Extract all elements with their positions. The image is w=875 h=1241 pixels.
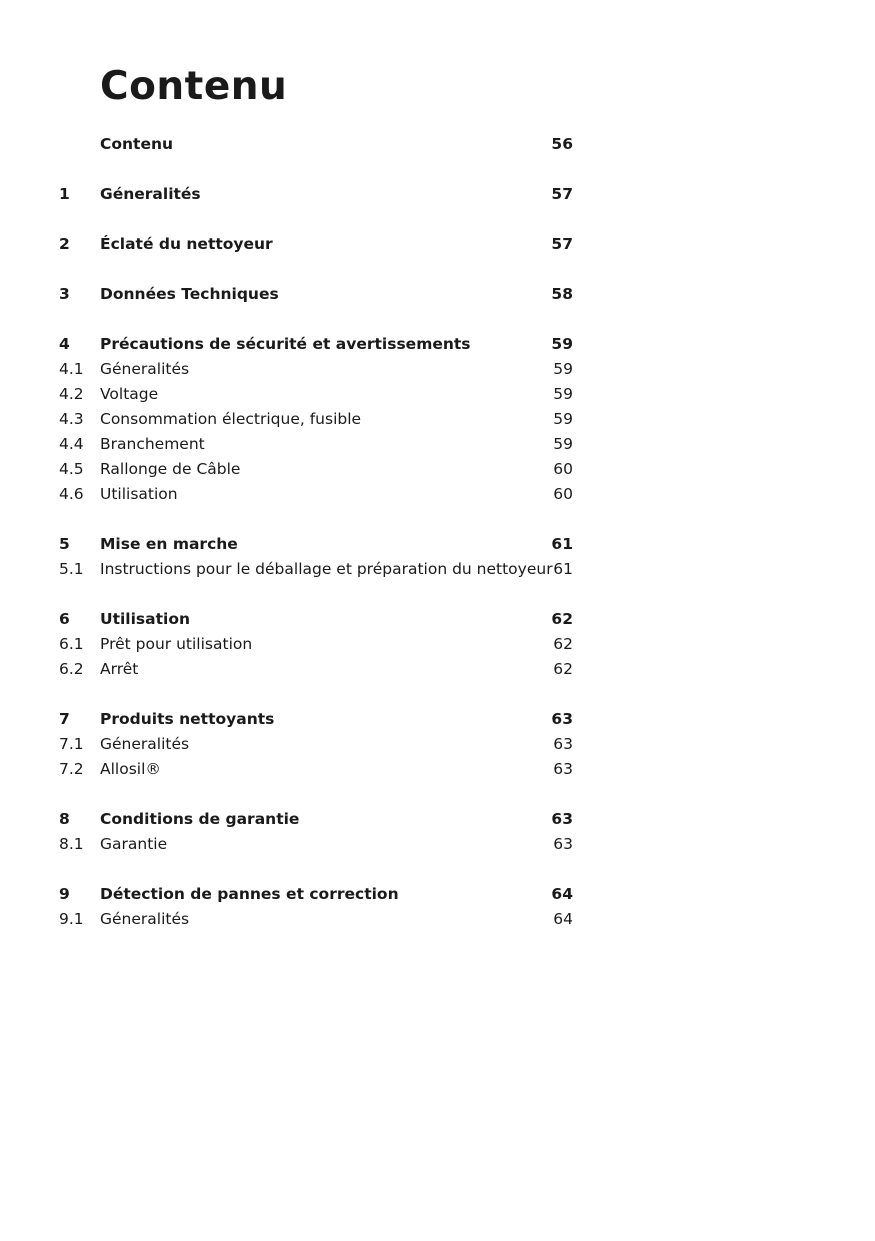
toc-entry-page-number: 63 bbox=[553, 760, 573, 778]
toc-entry-number: 9.1 bbox=[59, 910, 84, 928]
toc-entry[interactable] bbox=[0, 432, 875, 457]
toc-chapter[interactable] bbox=[0, 532, 875, 557]
toc-chapter-page-number: 63 bbox=[551, 710, 573, 728]
toc-entry-page-number: 59 bbox=[553, 385, 573, 403]
toc-entry-page-number: 63 bbox=[553, 735, 573, 753]
toc-entry-number: 7.2 bbox=[59, 760, 84, 778]
toc-entry-label: Branchement bbox=[100, 435, 205, 453]
toc-chapter[interactable] bbox=[0, 807, 875, 832]
toc-spacer bbox=[0, 682, 875, 707]
toc-spacer bbox=[0, 207, 875, 232]
toc-entry-number: 5.1 bbox=[59, 560, 84, 578]
toc-chapter-page-number: 63 bbox=[551, 810, 573, 828]
toc-entry[interactable] bbox=[0, 382, 875, 407]
toc-entry-number: 4.5 bbox=[59, 460, 84, 478]
toc-entry-page-number: 62 bbox=[553, 635, 573, 653]
toc-entry-number: 6.2 bbox=[59, 660, 84, 678]
toc-chapter-page-number: 62 bbox=[551, 610, 573, 628]
toc-entry-page-number: 63 bbox=[553, 835, 573, 853]
toc-entry[interactable] bbox=[0, 632, 875, 657]
toc-entry[interactable] bbox=[0, 482, 875, 507]
toc-chapter-page-number: 59 bbox=[551, 335, 573, 353]
toc-chapter[interactable] bbox=[0, 707, 875, 732]
toc-chapter-page-number: 57 bbox=[551, 185, 573, 203]
toc-entry[interactable] bbox=[0, 657, 875, 682]
toc-chapter[interactable] bbox=[0, 282, 875, 307]
toc-chapter-label: Mise en marche bbox=[100, 535, 238, 553]
toc-entry-label: Utilisation bbox=[100, 485, 178, 503]
toc-chapter-number: 5 bbox=[59, 535, 70, 553]
toc-chapter-page-number: 58 bbox=[551, 285, 573, 303]
toc-entry-number: 4.3 bbox=[59, 410, 84, 428]
toc-chapter-page-number: 64 bbox=[551, 885, 573, 903]
toc-entry[interactable] bbox=[0, 557, 875, 582]
toc-entry-label: Géneralités bbox=[100, 360, 190, 378]
toc-chapter-label: Produits nettoyants bbox=[100, 710, 275, 728]
toc-chapter-label: Données Techniques bbox=[100, 285, 279, 303]
toc-entry[interactable] bbox=[0, 457, 875, 482]
toc-chapter-number: 8 bbox=[59, 810, 70, 828]
toc-spacer bbox=[0, 307, 875, 332]
toc-entry-page-number: 62 bbox=[553, 660, 573, 678]
toc-entry-label: Géneralités bbox=[100, 735, 190, 753]
toc-entry-label: Rallonge de Câble bbox=[100, 460, 241, 478]
toc-entry[interactable] bbox=[0, 407, 875, 432]
toc-entry-page-number: 64 bbox=[553, 910, 573, 928]
toc-chapter-number: 6 bbox=[59, 610, 70, 628]
toc-spacer bbox=[0, 257, 875, 282]
toc-entry[interactable] bbox=[0, 907, 875, 932]
toc-entry-page-number: 60 bbox=[553, 485, 573, 503]
toc-spacer bbox=[0, 157, 875, 182]
toc-entry[interactable] bbox=[0, 832, 875, 857]
toc-chapter-label: Précautions de sécurité et avertissements bbox=[100, 335, 471, 353]
toc-chapter-number: 2 bbox=[59, 235, 70, 253]
toc-entry-label: Garantie bbox=[100, 835, 168, 853]
toc-entry[interactable] bbox=[0, 757, 875, 782]
toc-chapter[interactable] bbox=[0, 182, 875, 207]
toc-entry-label: Géneralités bbox=[100, 910, 190, 928]
toc-entry[interactable] bbox=[0, 732, 875, 757]
toc-chapter-page-number: 61 bbox=[551, 535, 573, 553]
toc-entry-page-number: 61 bbox=[553, 560, 573, 578]
toc-chapter-page-number: 56 bbox=[551, 135, 573, 153]
toc-chapter[interactable] bbox=[0, 882, 875, 907]
toc-entry-number: 4.2 bbox=[59, 385, 84, 403]
toc-entry-label: Voltage bbox=[100, 385, 159, 403]
toc-chapter-number: 4 bbox=[59, 335, 70, 353]
table-of-contents bbox=[0, 132, 875, 932]
toc-entry-number: 4.1 bbox=[59, 360, 84, 378]
toc-chapter-label: Utilisation bbox=[100, 610, 191, 628]
toc-chapter[interactable] bbox=[0, 232, 875, 257]
toc-entry-number: 4.4 bbox=[59, 435, 84, 453]
toc-spacer bbox=[0, 507, 875, 532]
toc-spacer bbox=[0, 782, 875, 807]
toc-chapter-label: Contenu bbox=[100, 135, 174, 153]
toc-chapter-number: 1 bbox=[59, 185, 70, 203]
page-title: Contenu bbox=[100, 64, 288, 109]
toc-chapter-number: 7 bbox=[59, 710, 70, 728]
toc-entry-number: 7.1 bbox=[59, 735, 84, 753]
toc-entry-label: Prêt pour utilisation bbox=[100, 635, 253, 653]
toc-chapter-label: Éclaté du nettoyeur bbox=[100, 235, 273, 253]
toc-entry-number: 4.6 bbox=[59, 485, 84, 503]
toc-entry-page-number: 59 bbox=[553, 410, 573, 428]
toc-entry-page-number: 60 bbox=[553, 460, 573, 478]
toc-chapter[interactable] bbox=[0, 332, 875, 357]
toc-entry-number: 8.1 bbox=[59, 835, 84, 853]
toc-chapter-label: Géneralités bbox=[100, 185, 201, 203]
toc-chapter-page-number: 57 bbox=[551, 235, 573, 253]
toc-chapter-number: 9 bbox=[59, 885, 70, 903]
toc-chapter-label: Détection de pannes et correction bbox=[100, 885, 399, 903]
toc-chapter-number: 3 bbox=[59, 285, 70, 303]
toc-chapter[interactable] bbox=[0, 607, 875, 632]
toc-entry-page-number: 59 bbox=[553, 435, 573, 453]
toc-entry-label: Arrêt bbox=[100, 660, 139, 678]
toc-entry[interactable] bbox=[0, 357, 875, 382]
toc-entry-page-number: 59 bbox=[553, 360, 573, 378]
toc-chapter[interactable] bbox=[0, 132, 875, 157]
toc-spacer bbox=[0, 857, 875, 882]
toc-entry-label: Consommation électrique, fusible bbox=[100, 410, 362, 428]
toc-spacer bbox=[0, 582, 875, 607]
toc-chapter-label: Conditions de garantie bbox=[100, 810, 300, 828]
toc-entry-label: Allosil® bbox=[100, 760, 161, 778]
toc-entry-label: Instructions pour le déballage et préparation du nettoyeur bbox=[100, 560, 553, 578]
toc-entry-number: 6.1 bbox=[59, 635, 84, 653]
